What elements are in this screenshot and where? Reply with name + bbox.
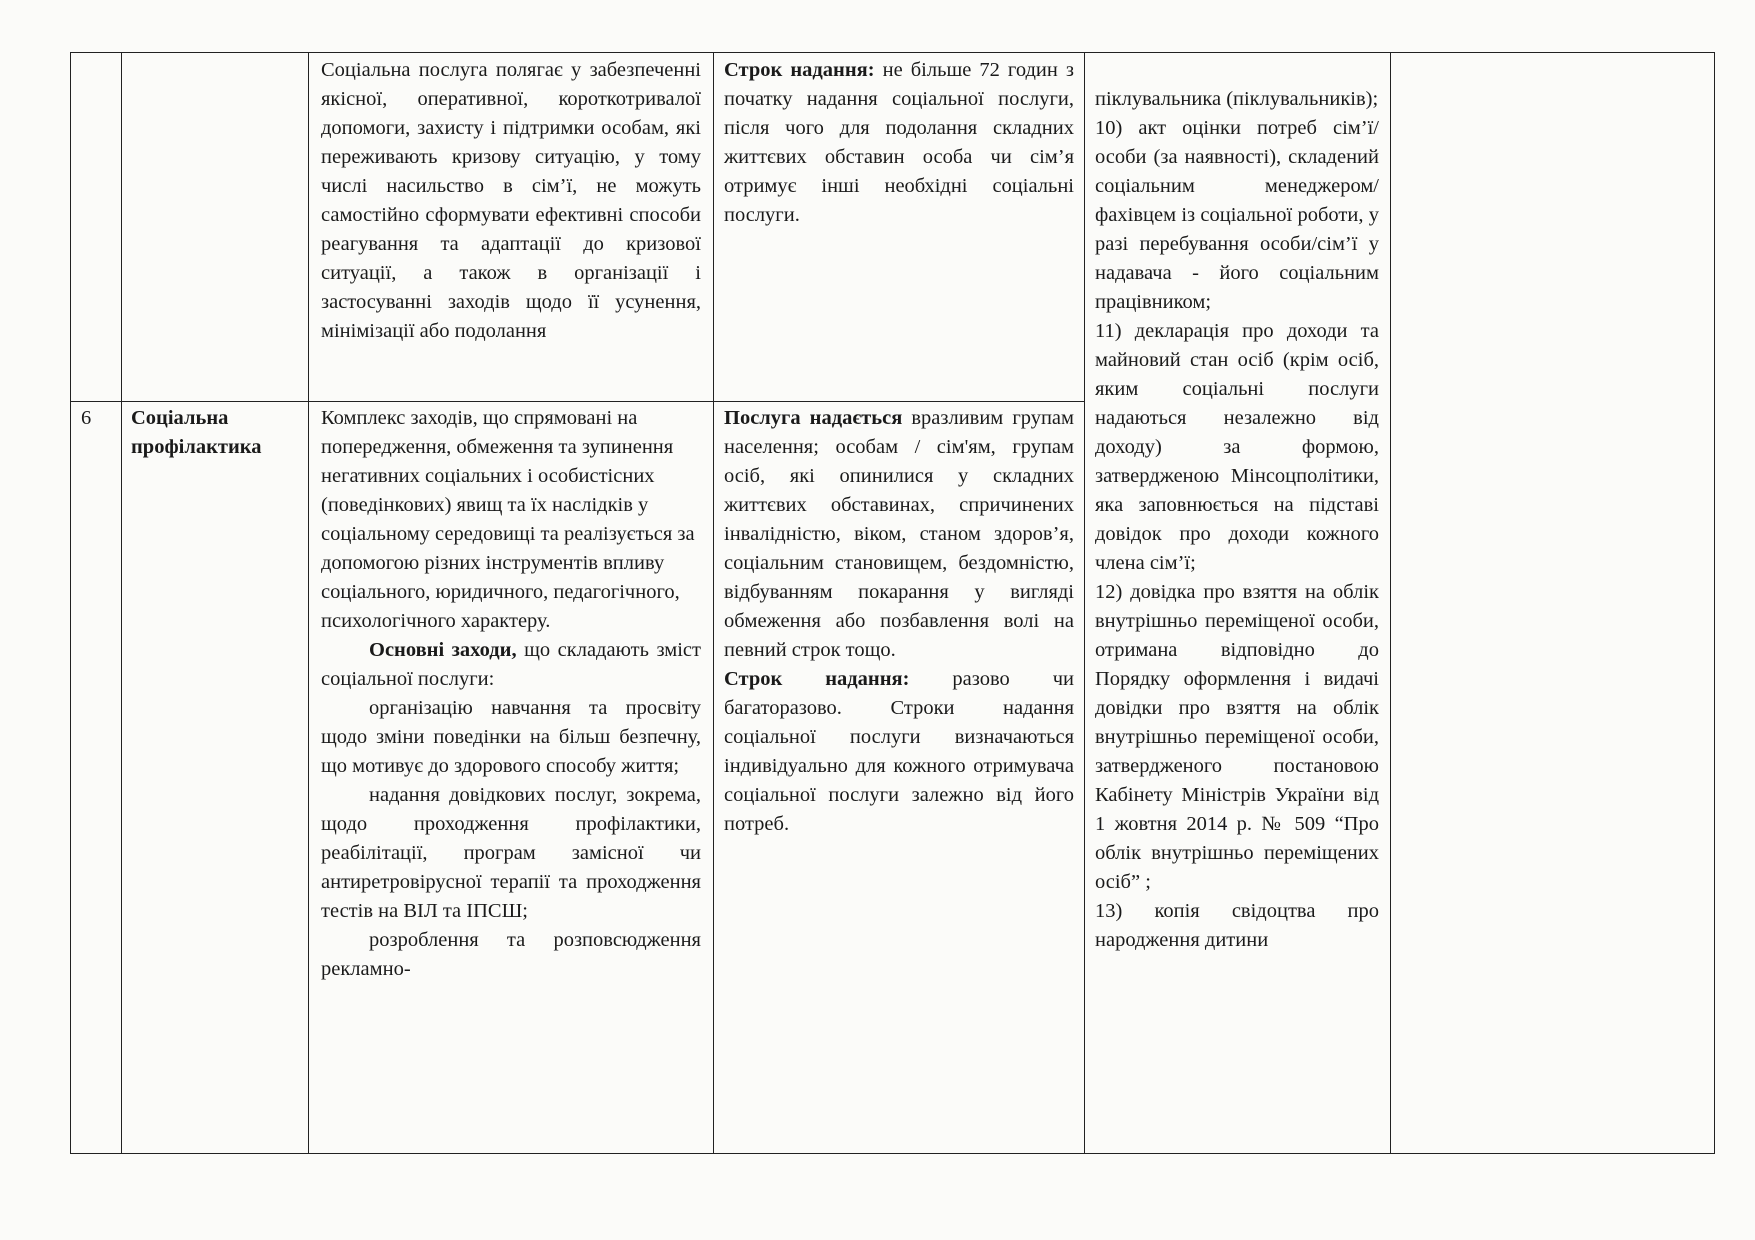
term-label: Строк надання:: [724, 59, 875, 81]
row-number: [81, 404, 117, 433]
row-number-value: 6: [81, 407, 92, 429]
recipients: Послуга надається вразливим групам населення; особам / сім'ям, групам осіб, які опинилися у складних життєвих обставинах, спричинених інвалідністю, віком, станом здоров’я, соціальним становищем, бездомністю, відбуванням покарання у вигляді обмеження або позбавлення волі на певний строк тощо.: [724, 407, 1074, 661]
row-continuation-description: [321, 56, 701, 346]
service-name: [131, 404, 303, 462]
measures-heading: Основні заходи, що складають зміст соціальної послуги:: [321, 639, 701, 690]
required-documents: [1095, 56, 1379, 984]
row-divider: [71, 401, 1084, 402]
service-conditions: [724, 404, 1074, 839]
term-text: не більше 72 годин з початку надання соціальної послуги, після чого для подолання складних життєвих обставин особа чи сім’я отримує інші необхідні соціальні послуги.: [724, 59, 1075, 226]
description-intro: Комплекс заходів, що спрямовані на попередження, обмеження та зупинення негативних соціальних і особистісних (поведінкових) явищ та їх наслідків у соціальному середовищі та реалізується за допомогою різних інструментів впливу соціального, юридичного, педагогічного, психологічного характеру.: [321, 407, 695, 632]
documents-text: піклувальника (піклувальників); 10) акт оцінки потреб сім’ї/особи (за наявності), складений соціальним менеджером/фахівцем із соціальної роботи, у разі перебування особи/сім’ї у надавача - його соціальним працівником; 11) декларація про доходи та майновий стан осіб (крім осіб, яким соціальні послуги надаються незалежно від доходу) за формою, затвердженою Мінсоцполітики, яка заповнюється на підставі довідок про доходи кожного члена сім’ї; 12) довідка про взяття на облік внутрішньо переміщеної особи, отримана відповідно до Порядку оформлення і видачі довідки про взяття на облік внутрішньо переміщеної особи, затвердженого постановою Кабінету Міністрів України від 1 жовтня 2014 р. № 509 “Про облік внутрішньо переміщених осіб” ; 13) копія свідоцтва про народження дитини: [1095, 88, 1379, 951]
term: Строк надання: разово чи багаторазово. Строки надання соціальної послуги визначаються індивідуально для кожного отримувача соціальної послуги залежно від його потреб.: [724, 668, 1074, 835]
column-divider: [121, 53, 122, 1153]
service-name-text: Соціальна профілактика: [131, 407, 262, 458]
row-continuation-term: [724, 56, 1074, 230]
measure-item: надання довідкових послуг, зокрема, щодо проходження профілактики, реабілітації, програм замісної чи антиретровірусної терапії та проходження тестів на ВІЛ та ІПСШ;: [321, 784, 701, 922]
column-divider: [1084, 53, 1085, 1153]
column-divider: [1390, 53, 1391, 1153]
services-table: [70, 52, 1715, 1154]
service-description: [321, 404, 701, 984]
measure-item: організацію навчання та просвіту щодо зміни поведінки на більш безпечну, що мотивує до здорового способу життя;: [321, 697, 701, 777]
measure-item: розроблення та розповсюдження рекламно-: [321, 929, 701, 980]
description-text: Соціальна послуга полягає у забезпеченні якісної, оперативної, короткотривалої допомоги, захисту і підтримки особам, які переживають кризову ситуацію, у тому числі насильство в сім’ї, не можуть самостійно сформувати ефективні способи реагування та адаптації до кризової ситуації, а також в організації і застосуванні заходів щодо її усунення, мінімізації або подолання: [321, 59, 701, 342]
column-divider: [308, 53, 309, 1153]
column-divider: [713, 53, 714, 1153]
